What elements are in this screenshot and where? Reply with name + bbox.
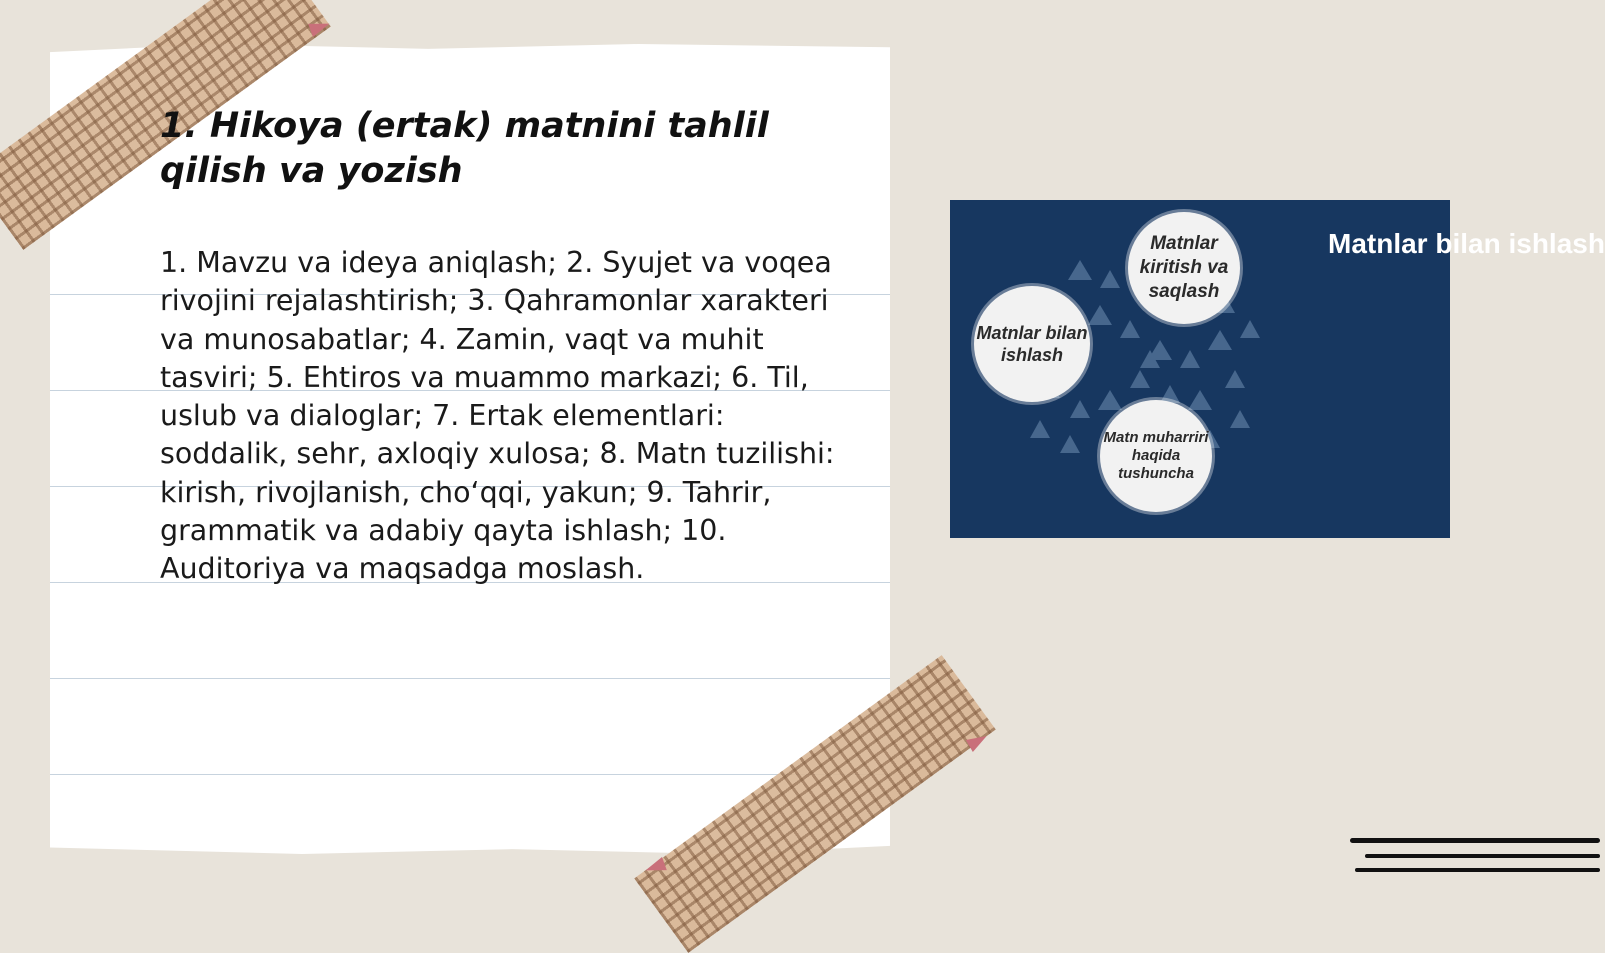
decorative-brush-lines [1350,838,1600,882]
paper-rule-line [50,774,890,775]
paper-rule-line [50,678,890,679]
image-title: Matnlar bilan ishlash [1328,228,1605,259]
circle-matnlar-bilan-ishlash: Matnlar bilan ishlash [974,286,1090,402]
circle-matnlar-kiritish: Matnlar kiritish va saqlash [1128,212,1240,324]
matnlar-image [950,200,1605,538]
slide-title: 1. Hikoya (ertak) matnini tahlil qilish va yozish [160,106,769,191]
circle-matn-muharriri: Matn muharriri haqida tushuncha [1100,400,1212,512]
slide-body-text: 1. Mavzu va ideya aniqlash; 2. Syujet va voqea rivojini rejalashtirish; 3. Qahramonlar xarakteri va munosabatlar; 4. Zamin, vaqt va muhit tasviri; 5. Ehtiros va muammo markazi; 6. Til, uslub va dialoglar; 7. Ertak elementlari: soddalik, sehr, axloqiy xulosa; 8. Matn tuzilishi: kirish, rivojlanish, cho‘qqi, yakun; 9. Tahrir, grammatik va adabiy qayta ishlash; 10. Auditoriya va maqsadga moslash. [160,246,835,586]
